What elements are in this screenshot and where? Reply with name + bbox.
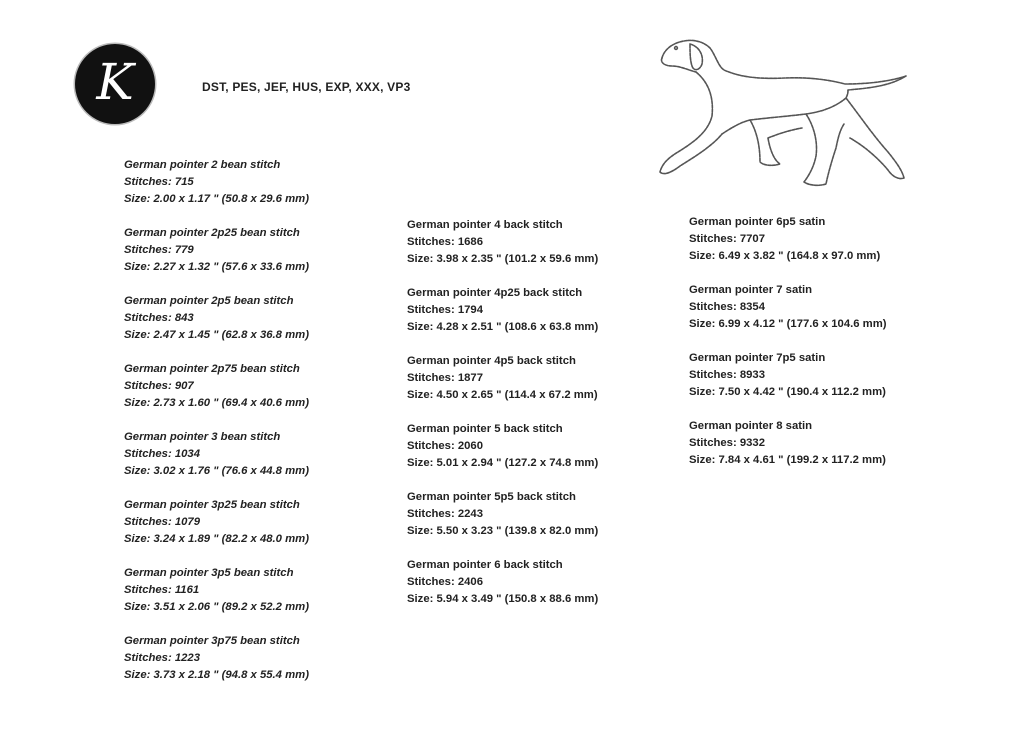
- design-stitches: Stitches: 1161: [124, 584, 200, 596]
- satin-stitch-column: [689, 214, 989, 486]
- design-stitches: Stitches: 7707: [689, 233, 765, 245]
- design-name: German pointer 2p25 bean stitch: [124, 227, 300, 239]
- design-stitches: Stitches: 1223: [124, 652, 200, 664]
- design-size: Size: 2.47 x 1.45 " (62.8 x 36.8 mm): [124, 329, 309, 341]
- design-stitches: Stitches: 843: [124, 312, 194, 324]
- design-name: German pointer 5p5 back stitch: [407, 491, 576, 503]
- design-entry: [124, 157, 394, 208]
- logo-letter: K: [96, 53, 134, 111]
- design-name: German pointer 4 back stitch: [407, 219, 563, 231]
- design-size: Size: 3.02 x 1.76 " (76.6 x 44.8 mm): [124, 465, 309, 477]
- design-name: German pointer 3p75 bean stitch: [124, 635, 300, 647]
- design-name: German pointer 7 satin: [689, 284, 813, 296]
- design-size: Size: 4.50 x 2.65 " (114.4 x 67.2 mm): [407, 389, 598, 401]
- design-name: German pointer 2p75 bean stitch: [124, 363, 300, 375]
- brand-logo: [75, 44, 155, 124]
- design-name: German pointer 8 satin: [689, 420, 813, 432]
- design-entry: [407, 217, 677, 268]
- german-pointer-outline-illustration: [650, 34, 912, 190]
- design-entry: [124, 225, 394, 276]
- design-entry: [407, 489, 677, 540]
- design-stitches: Stitches: 2406: [407, 576, 483, 588]
- design-stitches: Stitches: 1034: [124, 448, 200, 460]
- design-name: German pointer 6p5 satin: [689, 216, 826, 228]
- design-stitches: Stitches: 715: [124, 176, 194, 188]
- design-stitches: Stitches: 8354: [689, 301, 765, 313]
- design-stitches: Stitches: 1686: [407, 236, 483, 248]
- design-stitches: Stitches: 1079: [124, 516, 200, 528]
- design-size: Size: 2.27 x 1.32 " (57.6 x 33.6 mm): [124, 261, 309, 273]
- design-entry: [124, 565, 394, 616]
- design-size: Size: 6.99 x 4.12 " (177.6 x 104.6 mm): [689, 318, 887, 330]
- design-stitches: Stitches: 907: [124, 380, 194, 392]
- design-name: German pointer 3p25 bean stitch: [124, 499, 300, 511]
- design-name: German pointer 7p5 satin: [689, 352, 826, 364]
- design-name: German pointer 5 back stitch: [407, 423, 563, 435]
- design-entry: [689, 418, 989, 469]
- design-stitches: Stitches: 1877: [407, 372, 483, 384]
- design-entry: [124, 293, 394, 344]
- design-entry: [689, 214, 989, 265]
- design-stitches: Stitches: 779: [124, 244, 194, 256]
- design-size: Size: 3.73 x 2.18 " (94.8 x 55.4 mm): [124, 669, 309, 681]
- design-size: Size: 5.94 x 3.49 " (150.8 x 88.6 mm): [407, 593, 599, 605]
- design-size: Size: 5.01 x 2.94 " (127.2 x 74.8 mm): [407, 457, 599, 469]
- design-entry: [689, 282, 989, 333]
- design-stitches: Stitches: 9332: [689, 437, 765, 449]
- design-size: Size: 2.73 x 1.60 " (69.4 x 40.6 mm): [124, 397, 309, 409]
- design-size: Size: 4.28 x 2.51 " (108.6 x 63.8 mm): [407, 321, 599, 333]
- design-name: German pointer 3 bean stitch: [124, 431, 281, 443]
- design-entry: [124, 497, 394, 548]
- file-formats: DST, PES, JEF, HUS, EXP, XXX, VP3: [202, 80, 411, 94]
- design-entry: [407, 353, 677, 404]
- design-size: Size: 2.00 x 1.17 " (50.8 x 29.6 mm): [124, 193, 309, 205]
- design-stitches: Stitches: 2060: [407, 440, 483, 452]
- design-stitches: Stitches: 8933: [689, 369, 765, 381]
- design-size: Size: 5.50 x 3.23 " (139.8 x 82.0 mm): [407, 525, 599, 537]
- design-size: Size: 6.49 x 3.82 " (164.8 x 97.0 mm): [689, 250, 881, 262]
- design-name: German pointer 2 bean stitch: [124, 159, 281, 171]
- design-name: German pointer 3p5 bean stitch: [124, 567, 294, 579]
- bean-stitch-column: [124, 157, 394, 701]
- design-size: Size: 7.50 x 4.42 " (190.4 x 112.2 mm): [689, 386, 886, 398]
- design-entry: [689, 350, 989, 401]
- design-name: German pointer 6 back stitch: [407, 559, 563, 571]
- design-size: Size: 7.84 x 4.61 " (199.2 x 117.2 mm): [689, 454, 886, 466]
- design-entry: [124, 361, 394, 412]
- design-stitches: Stitches: 1794: [407, 304, 483, 316]
- design-entry: [407, 421, 677, 472]
- design-size: Size: 3.98 x 2.35 " (101.2 x 59.6 mm): [407, 253, 599, 265]
- design-size: Size: 3.51 x 2.06 " (89.2 x 52.2 mm): [124, 601, 309, 613]
- design-entry: [124, 633, 394, 684]
- back-stitch-column: [407, 217, 677, 625]
- design-name: German pointer 4p25 back stitch: [407, 287, 583, 299]
- design-entry: [124, 429, 394, 480]
- design-name: German pointer 4p5 back stitch: [407, 355, 576, 367]
- design-entry: [407, 557, 677, 608]
- design-name: German pointer 2p5 bean stitch: [124, 295, 294, 307]
- design-stitches: Stitches: 2243: [407, 508, 483, 520]
- design-size: Size: 3.24 x 1.89 " (82.2 x 48.0 mm): [124, 533, 309, 545]
- design-entry: [407, 285, 677, 336]
